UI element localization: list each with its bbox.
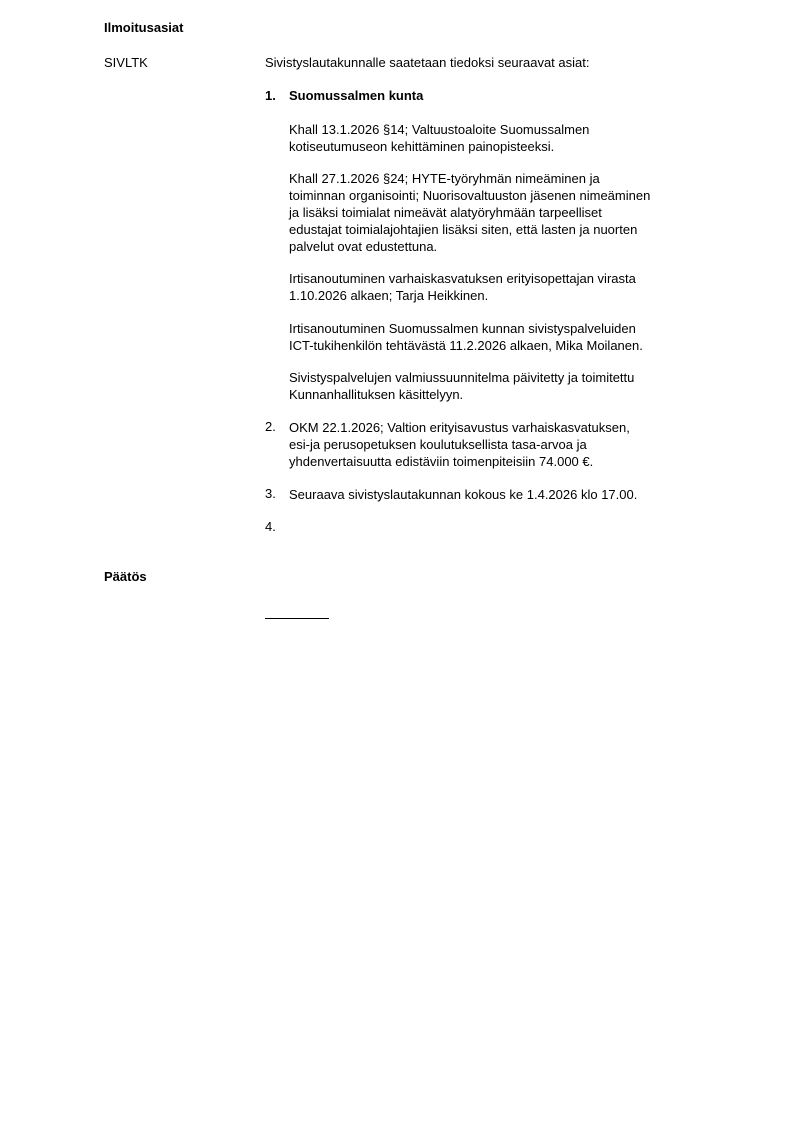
item-1-paragraph-2: Khall 27.1.2026 §24; HYTE-työryhmän nimeäminen ja toiminnan organisointi; Nuorisovaltuuston jäsenen nimeäminen ja lisäksi toimialat nimeävät alatyöryhmään tarpeelliset edustajat toimialajohtajien lisäksi siten, että lasten ja nuorten palvelut ovat edustettuna. [289, 171, 651, 254]
signature-line [265, 618, 329, 619]
item-1-number: 1. [265, 88, 276, 103]
section-title: Ilmoitusasiat [104, 20, 184, 35]
item-2-number: 2. [265, 419, 276, 434]
body-label: SIVLTK [104, 55, 148, 70]
decision-title: Päätös [104, 569, 147, 584]
item-3-text: Seuraava sivistyslautakunnan kokous ke 1.4.2026 klo 17.00. [289, 487, 638, 502]
item-1-paragraph-4: Irtisanoutuminen Suomussalmen kunnan sivistyspalveluiden ICT-tukihenkilön tehtävästä 11.2.2026 alkaen, Mika Moilanen. [289, 321, 643, 353]
item-1-paragraph-1: Khall 13.1.2026 §14; Valtuustoaloite Suomussalmen kotiseutumuseon kehittäminen painopisteeksi. [289, 122, 590, 154]
item-1-heading: Suomussalmen kunta [289, 88, 424, 103]
item-2-text: OKM 22.1.2026; Valtion erityisavustus varhaiskasvatuksen, esi-ja perusopetuksen koulutuksellista tasa-arvoa ja yhdenvertaisuutta edistäviin toimenpiteisiin 74.000 €. [289, 420, 630, 469]
item-1-paragraph-3: Irtisanoutuminen varhaiskasvatuksen erityisopettajan virasta 1.10.2026 alkaen; Tarja Heikkinen. [289, 271, 636, 303]
item-4-number: 4. [265, 519, 276, 534]
item-1-paragraph-5: Sivistyspalvelujen valmiussuunnitelma päivitetty ja toimitettu Kunnanhallituksen käsittelyyn. [289, 370, 635, 402]
item-3-number: 3. [265, 486, 276, 501]
intro-text: Sivistyslautakunnalle saatetaan tiedoksi seuraavat asiat: [265, 55, 590, 70]
